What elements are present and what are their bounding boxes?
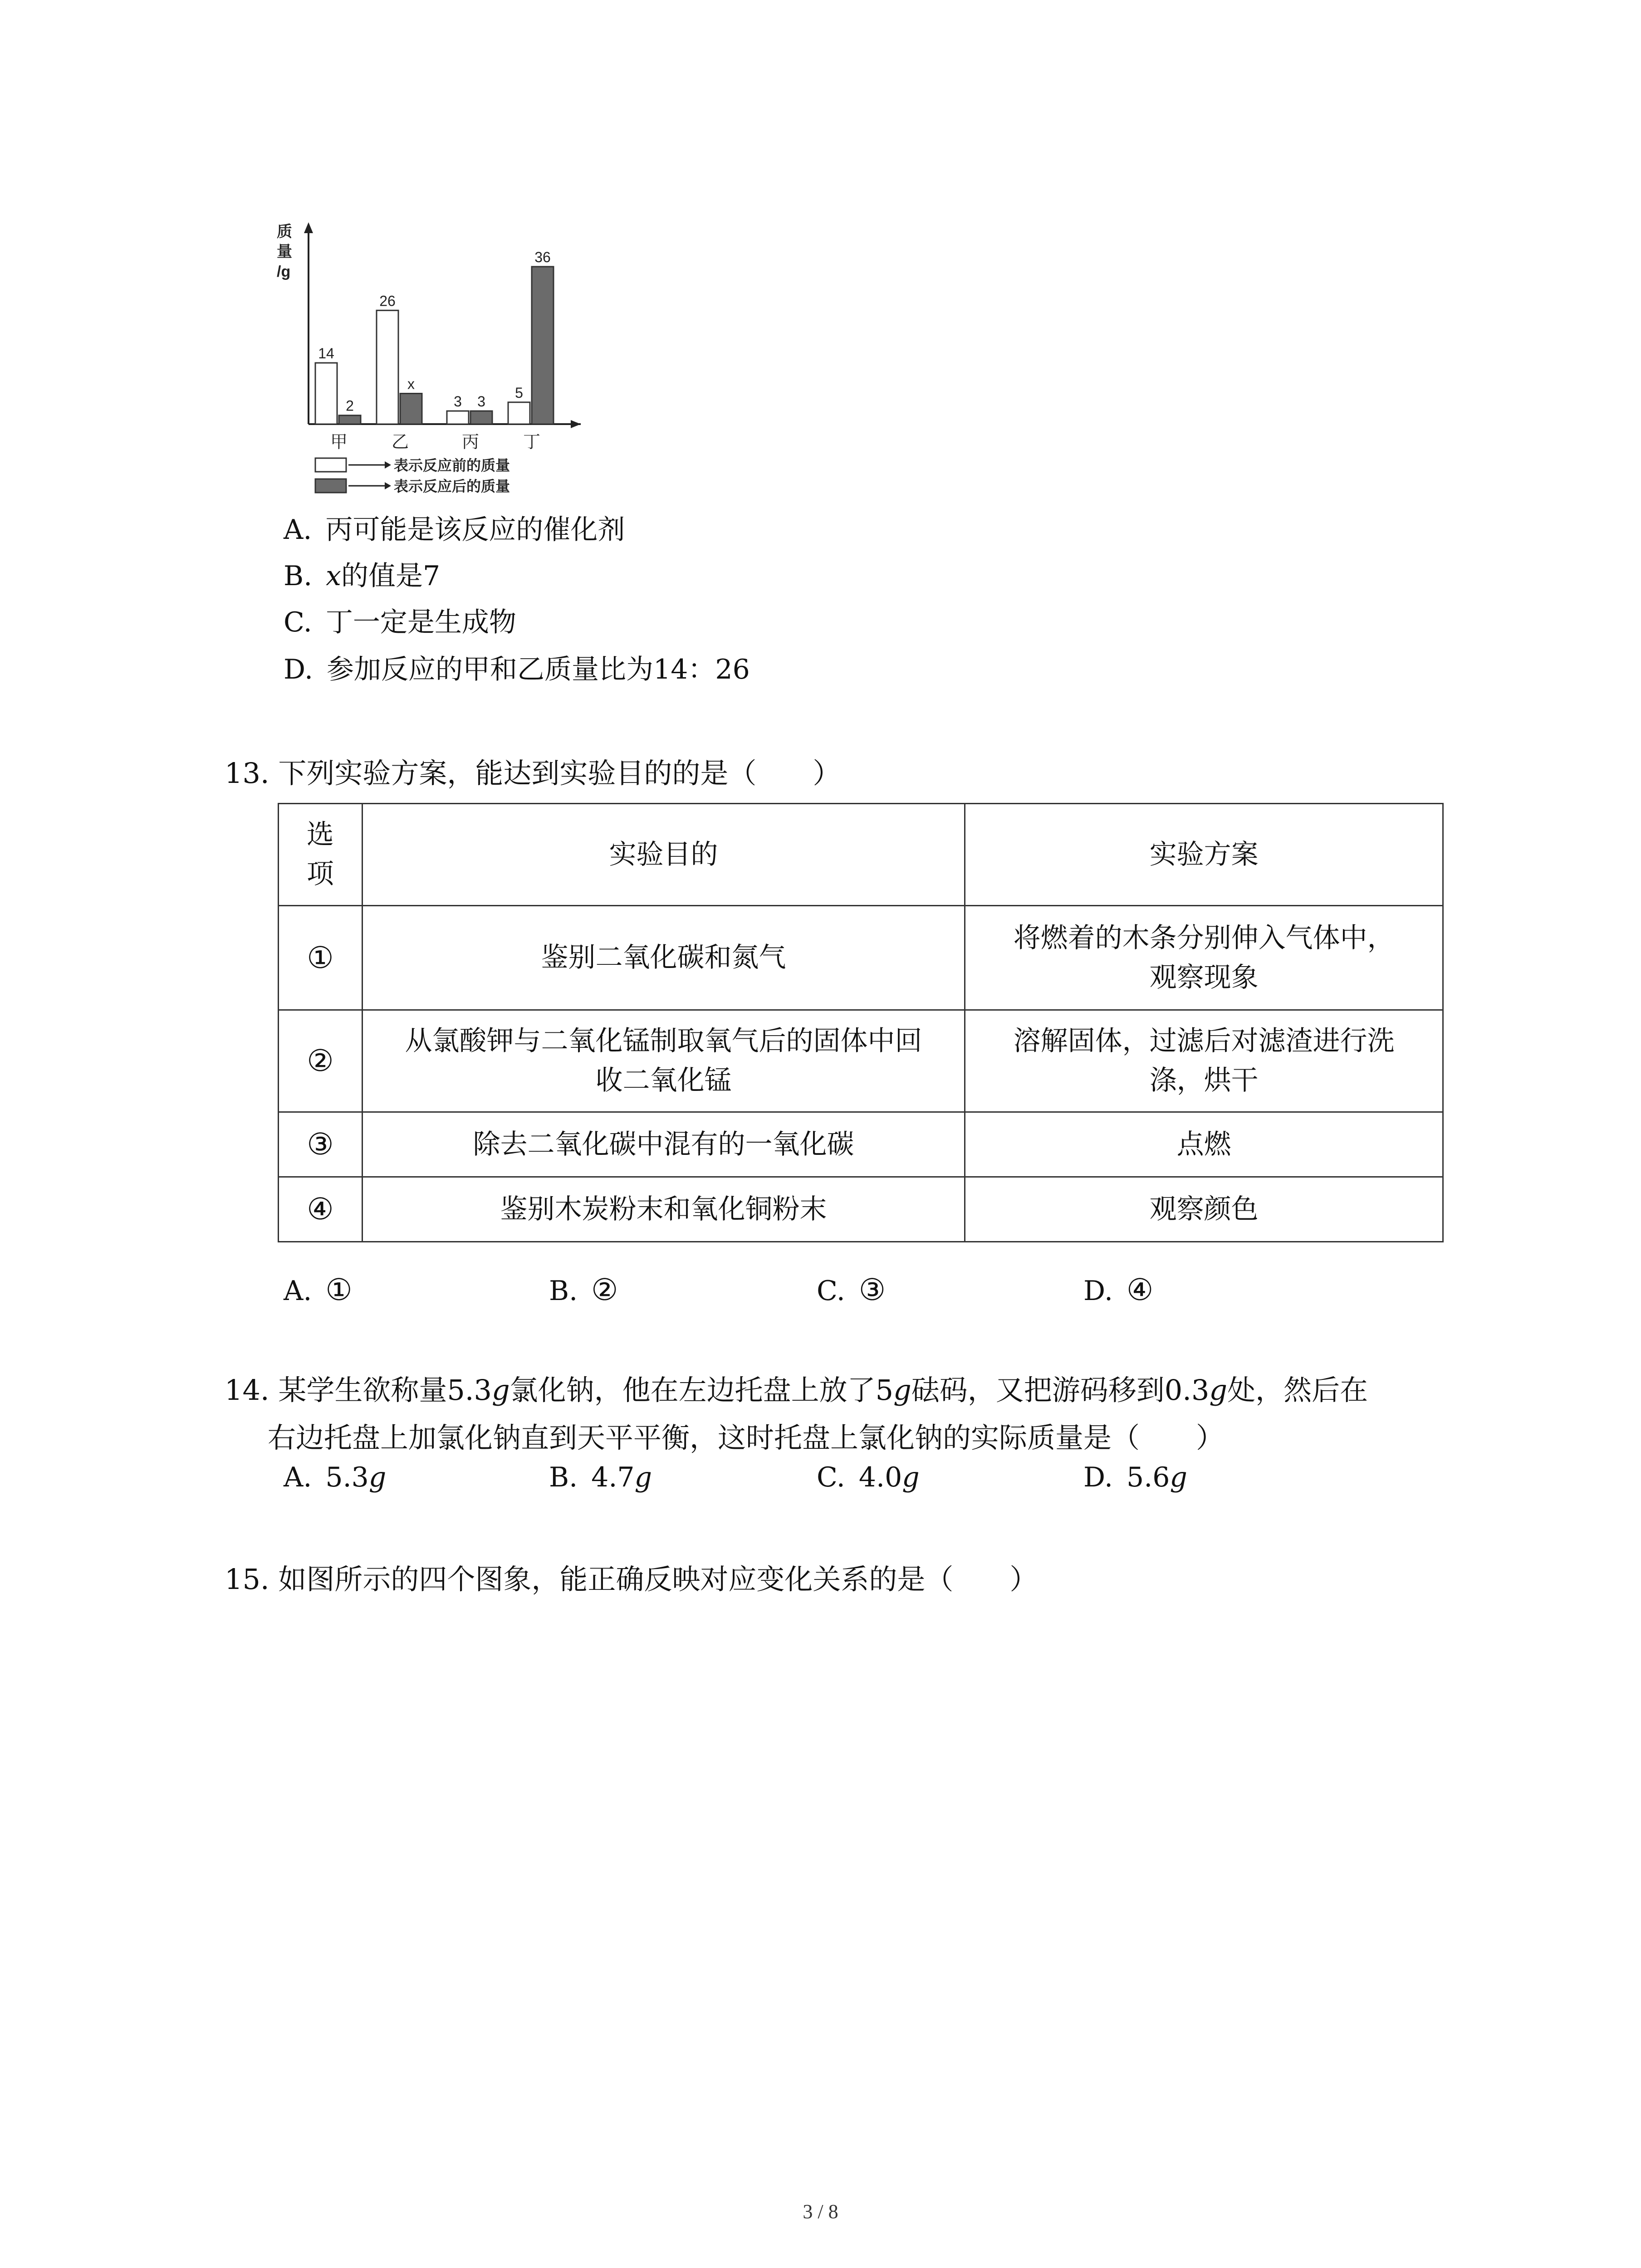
y-axis-label: 量 bbox=[277, 243, 292, 260]
choice-text: ④ bbox=[1127, 1272, 1154, 1307]
choice-label: B. bbox=[549, 1275, 578, 1307]
data-label: 3 bbox=[477, 393, 485, 410]
x-axis-arrow bbox=[571, 420, 581, 428]
option-text: 丁一定是生成物 bbox=[325, 606, 516, 638]
legend-arrow-head bbox=[385, 461, 391, 469]
q14-stem-line1 bbox=[225, 1368, 1368, 1408]
choice-label: A. bbox=[284, 1275, 312, 1307]
row-option: ④ bbox=[279, 1177, 362, 1242]
unit-g: g bbox=[491, 1374, 510, 1407]
header-option-line1: 选 bbox=[306, 819, 334, 850]
row-method bbox=[965, 1010, 1443, 1112]
choice-value: 5.3 bbox=[325, 1461, 369, 1493]
row-method: 观察颜色 bbox=[965, 1177, 1443, 1242]
row-method-line2: 涤，烘干 bbox=[1149, 1065, 1259, 1096]
row-purpose: 除去二氧化碳中混有的一氧化碳 bbox=[362, 1112, 965, 1177]
stem-part: 某学生欲称量5.3 bbox=[278, 1374, 492, 1407]
q14-answer-choices bbox=[0, 1461, 1641, 1498]
q13-choice-b[interactable] bbox=[549, 1272, 618, 1307]
choice-unit: g bbox=[902, 1461, 920, 1493]
page-number: 3 / 8 bbox=[803, 2200, 838, 2223]
choice-unit: g bbox=[368, 1461, 387, 1493]
choice-value: 5.6 bbox=[1127, 1461, 1170, 1493]
q12-option-a bbox=[284, 513, 625, 546]
question-number: 14. bbox=[225, 1374, 269, 1407]
q15-stem bbox=[225, 1557, 1038, 1597]
legend-arrow-head bbox=[385, 482, 391, 489]
unit-g: g bbox=[893, 1374, 911, 1407]
legend-swatch bbox=[315, 479, 346, 493]
option-label: C. bbox=[284, 606, 312, 638]
stem-part: 砝码，又把游码移到0.3 bbox=[911, 1374, 1210, 1407]
table-row bbox=[279, 1177, 1443, 1242]
table-row bbox=[279, 906, 1443, 1010]
q14-choice-c[interactable] bbox=[817, 1461, 920, 1493]
q14-choice-d[interactable] bbox=[1083, 1461, 1187, 1493]
q13-answer-choices bbox=[0, 1272, 1641, 1309]
data-label: 26 bbox=[379, 293, 396, 309]
data-label: 2 bbox=[346, 397, 354, 414]
choice-text: ① bbox=[325, 1272, 353, 1307]
choice-label: A. bbox=[284, 1461, 312, 1493]
choice-text: ③ bbox=[858, 1272, 886, 1307]
bar-before bbox=[508, 402, 530, 424]
legend-swatch bbox=[315, 458, 346, 472]
y-axis-label: /g bbox=[277, 263, 291, 280]
choice-label: B. bbox=[549, 1461, 578, 1493]
q14-stem-line2: 右边托盘上加氯化钠直到天平平衡，这时托盘上氯化钠的实际质量是（ ） bbox=[268, 1421, 1225, 1454]
mass-bar-chart bbox=[268, 213, 612, 522]
unit-g: g bbox=[1209, 1374, 1228, 1407]
question-number: 15. bbox=[225, 1563, 269, 1596]
option-label: B. bbox=[284, 560, 313, 592]
table-header-row bbox=[279, 804, 1443, 906]
data-label: 5 bbox=[515, 384, 523, 401]
question-text: 如图所示的四个图象，能正确反映对应变化关系的是（ ） bbox=[278, 1563, 1038, 1596]
y-axis-arrow bbox=[304, 222, 313, 233]
header-option-line2: 项 bbox=[306, 858, 334, 890]
choice-value: 4.7 bbox=[591, 1461, 635, 1493]
option-text: 参加反应的甲和乙质量比为14：26 bbox=[327, 654, 750, 685]
bar-after bbox=[400, 394, 422, 425]
table-row bbox=[279, 1112, 1443, 1177]
bar-before bbox=[377, 310, 398, 424]
legend-label: 表示反应后的质量 bbox=[394, 478, 510, 494]
q12-option-d bbox=[284, 653, 750, 686]
data-label: x bbox=[407, 376, 415, 392]
bar-after bbox=[532, 267, 554, 424]
choice-label: D. bbox=[1083, 1275, 1113, 1307]
category-label: 丙 bbox=[461, 433, 480, 452]
row-method-line1: 溶解固体，过滤后对滤渣进行洗 bbox=[1013, 1025, 1395, 1057]
data-label: 14 bbox=[318, 345, 334, 362]
row-method-line1: 将燃着的木条分别伸入气体中， bbox=[1013, 922, 1395, 954]
bar-after bbox=[339, 415, 361, 424]
q12-option-b bbox=[284, 560, 440, 592]
choice-unit: g bbox=[1170, 1461, 1187, 1493]
question-number: 13. bbox=[225, 757, 269, 790]
question-text: 下列实验方案，能达到实验目的的是（ ） bbox=[278, 757, 841, 790]
choice-unit: g bbox=[634, 1461, 652, 1493]
row-option: ① bbox=[279, 906, 362, 1010]
choice-text: ② bbox=[591, 1272, 618, 1307]
row-method bbox=[965, 906, 1443, 1010]
bar-before bbox=[315, 363, 337, 424]
y-axis-label: 质 bbox=[277, 223, 292, 240]
q14-choice-b[interactable] bbox=[549, 1461, 652, 1493]
q14-choice-a[interactable] bbox=[284, 1461, 386, 1493]
category-label: 乙 bbox=[391, 433, 409, 452]
header-method: 实验方案 bbox=[965, 804, 1443, 906]
bar-after bbox=[470, 411, 492, 424]
row-purpose-line2: 收二氧化锰 bbox=[595, 1065, 732, 1096]
category-label: 甲 bbox=[330, 433, 348, 452]
table-row bbox=[279, 1010, 1443, 1112]
row-option: ② bbox=[279, 1010, 362, 1112]
q12-option-c bbox=[284, 606, 516, 639]
header-purpose: 实验目的 bbox=[362, 804, 965, 906]
row-option: ③ bbox=[279, 1112, 362, 1177]
data-label: 3 bbox=[454, 393, 462, 410]
header-option bbox=[279, 804, 362, 906]
row-purpose: 鉴别二氧化碳和氮气 bbox=[362, 906, 965, 1010]
choice-label: C. bbox=[817, 1461, 845, 1493]
choice-value: 4.0 bbox=[858, 1461, 902, 1493]
bar-before bbox=[447, 411, 469, 424]
row-purpose: 鉴别木炭粉末和氧化铜粉末 bbox=[362, 1177, 965, 1242]
row-purpose-line1: 从氯酸钾与二氧化锰制取氧气后的固体中回 bbox=[405, 1025, 922, 1057]
q13-choice-d[interactable] bbox=[1083, 1272, 1153, 1307]
variable-x: x bbox=[326, 560, 342, 592]
choice-label: D. bbox=[1083, 1461, 1113, 1493]
option-text: 丙可能是该反应的催化剂 bbox=[325, 514, 625, 546]
choice-label: C. bbox=[817, 1275, 845, 1307]
option-label: D. bbox=[284, 654, 314, 685]
legend-label: 表示反应前的质量 bbox=[394, 457, 510, 474]
row-method-line2: 观察现象 bbox=[1149, 961, 1259, 993]
stem-part: 氯化钠，他在左边托盘上放了5 bbox=[509, 1374, 894, 1407]
q13-choice-c[interactable] bbox=[817, 1272, 886, 1307]
q13-stem bbox=[225, 751, 841, 791]
option-text: 的值是7 bbox=[341, 560, 441, 592]
experiment-table bbox=[278, 803, 1444, 1242]
data-label: 36 bbox=[534, 249, 551, 265]
stem-part: 处，然后在 bbox=[1227, 1374, 1368, 1407]
row-method: 点燃 bbox=[965, 1112, 1443, 1177]
q13-choice-a[interactable] bbox=[284, 1272, 353, 1307]
option-label: A. bbox=[284, 514, 312, 546]
row-purpose bbox=[362, 1010, 965, 1112]
category-label: 丁 bbox=[523, 433, 541, 452]
